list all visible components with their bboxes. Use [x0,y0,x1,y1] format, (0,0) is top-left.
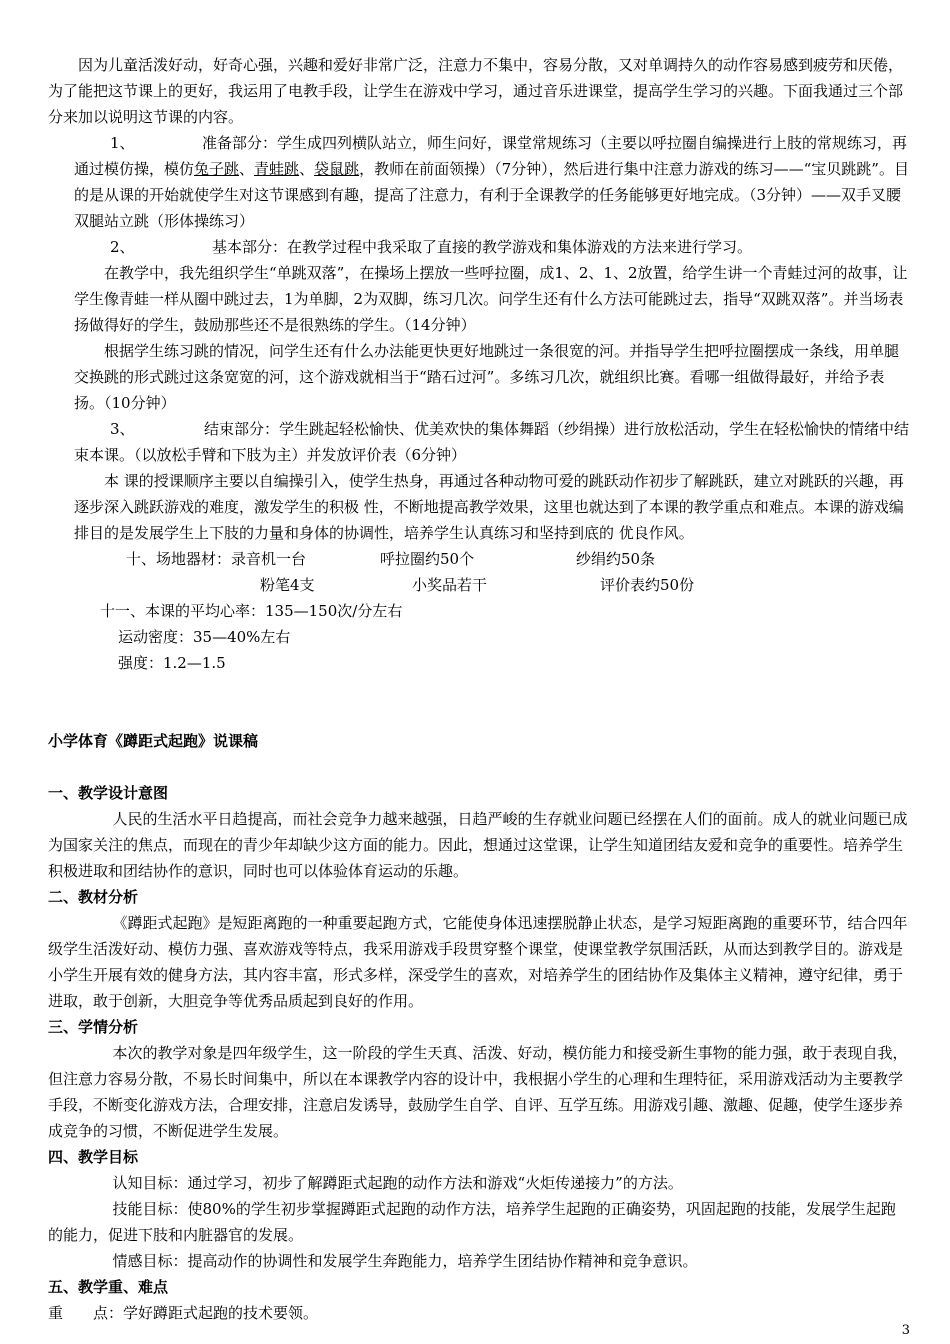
underlined-term: 袋鼠跳 [314,160,360,178]
document-title: 小学体育《蹲距式起跑》说课稿 [48,732,259,750]
heart-rate-line: 十一、本课的平均心率：135—150次/分左右 [100,602,403,620]
section-paragraph: 本次的教学对象是四年级学生，这一阶段的学生天真、活泼、好动，模仿能力和接受新生事物的能力强，敢于表现自我，但注意力容易分散，不易长时间集中，所以在本课教学内容的设计中，我根据小学生的心理和生理特征，采用游戏活动为主要教学手段，不断变化游戏方法，合理安排，注意启发诱导，鼓励学生自学、自评、互学互练。用游戏引趣、激趣、促趣，使学生逐步养成竞争的习惯，不断促进学生发展。 [48,1044,908,1140]
section-paragraph: 人民的生活水平日趋提高，而社会竞争力越来越强，日趋严峻的生存就业问题已经摆在人们的面前。成人的就业问题已成为国家关注的焦点，而现在的青少年却缺少这方面的能力。因此，想通过这堂课，让学生知道团结友爱和竞争的重要性。培养学生积极进取和团结协作的意识，同时也可以体验体育运动的乐趣。 [48,810,908,880]
item-number: 2、 [110,238,135,256]
underlined-term: 兔子跳 [194,160,240,178]
document-page [48,52,910,1326]
item-number: 1、 [110,134,135,152]
key-point-line: 重 点：学好蹲距式起跑的技术要领。 [48,1304,319,1322]
section-heading: 二、教材分析 [48,888,139,906]
objective-skill: 技能目标：使80%的学生初步掌握蹲距式起跑的动作方法，培养学生起跑的正确姿势，巩固起跑的技能，发展学生起跑的能力，促进下肢和内脏器官的发展。 [48,1200,896,1244]
separator: 、 [299,160,315,178]
paragraph: 在教学中，我先组织学生“单跳双落”，在操场上摆放一些呼拉圈，成1、2、1、2放置，给学生讲一个青蛙过河的故事，让学生像青蛙一样从圈中跳过去，1为单脚，2为双脚，练习几次。问学生还有什么方法可能跳过去，指导“双跳双落”。并当场表扬做得好的学生，鼓励那些还不是很熟练的学生。（14分钟） [74,264,908,334]
equipment-item: 粉笔4支 [260,576,315,594]
equipment-row-1 [48,546,910,572]
density-line: 运动密度：35—40%左右 [118,628,291,646]
item-text: 结束部分：学生跳起轻松愉快、优美欢快的集体舞蹈（纱绢操）进行放松活动，学生在轻松愉快的情绪中结束本课。（以放松手臂和下肢为主）并发放评价表（6分钟） [74,420,910,464]
objective-affective: 情感目标：提高动作的协调性和发展学生奔跑能力，培养学生团结协作精神和竞争意识。 [112,1252,698,1270]
underlined-term: 青蛙跳 [254,160,300,178]
section-paragraph: 《蹲距式起跑》是短距离跑的一种重要起跑方式，它能使身体迅速摆脱静止状态，是学习短距离跑的重要环节，结合四年级学生活泼好动、模仿力强、喜欢游戏等特点，我采用游戏手段贯穿整个课堂，使课堂教学氛围活跃，从而达到教学目的。游戏是小学生开展有效的健身方法，其内容丰富，形式多样，深受学生的喜欢，对培养学生的团结协作及集体主义精神，遵守纪律，勇于进取，敢于创新，大胆竞争等优秀品质起到良好的作用。 [48,914,908,1010]
spacer [48,754,910,780]
list-item-end [48,416,910,468]
item-number: 3、 [110,420,135,438]
equipment-item: 评价表约50份 [600,576,695,594]
section-heading: 五、教学重、难点 [48,1278,169,1296]
list-item-prep [48,130,910,234]
equipment-item: 呼拉圈约50个 [380,550,475,568]
item-text: 基本部分：在教学过程中我采取了直接的教学游戏和集体游戏的方法来进行学习。 [212,238,753,256]
basic-text [74,234,910,260]
prep-text [74,130,910,234]
section-heading: 三、学情分析 [48,1018,139,1036]
paragraph: 根据学生练习跳的情况，问学生还有什么办法能更快更好地跳过一条很宽的河。并指导学生把呼拉圈摆成一条线，用单腿交换跳的形式跳过这条宽宽的河，这个游戏就相当于“踏石过河”。多练习几次，就组织比赛。看哪一组做得最好，并给予表扬。（10分钟） [74,342,900,412]
page-number: 3 [901,1323,910,1338]
basic-details [48,260,910,416]
equipment-item: 十、场地器材：录音机一台 [126,550,307,568]
separator: 、 [239,160,255,178]
spacer [48,676,910,728]
equipment-item: 纱绢约50条 [576,550,656,568]
section-heading: 四、教学目标 [48,1148,139,1166]
equipment-row-2 [48,572,910,598]
section-heading: 一、教学设计意图 [48,784,169,802]
equipment-item: 小奖品若干 [412,576,488,594]
summary-paragraph: 本 课的授课顺序主要以自编操引入，使学生热身，再通过各种动物可爱的跳跃动作初步了解跳跃，建立对跳跃的兴趣，再逐步深入跳跃游戏的难度，激发学生的积极 性，不断地提高教学效果，这里也就达到了本课的教学重点和难点。本课的游戏编排目的是发展学生上下肢的力量和身体的协调性，培养学生认真练习和坚持到底的 优良作风。 [74,472,904,542]
list-item-basic [48,234,910,260]
intensity-line: 强度：1.2—1.5 [118,654,226,672]
end-text [74,416,910,468]
intro-paragraph: 因为儿童活泼好动，好奇心强，兴趣和爱好非常广泛，注意力不集中，容易分散，又对单调持久的动作容易感到疲劳和厌倦，为了能把这节课上的更好，我运用了电教手段，让学生在游戏中学习，通过音乐进课堂，提高学生学习的兴趣。下面我通过三个部分来加以说明这节课的内容。 [48,56,904,126]
item-text: 准备部分：学生成四列横队站立，师生问好，课堂常规练习（主要以呼拉圈自编操进行上肢的常规练习，再通过模仿操，模仿 [74,134,908,178]
item-text: ，教师在前面领操）（7分钟），然后进行集中注意力游戏的练习——“宝贝跳跳”。目的是从课的开始就使学生对这节课感到有趣，提高了注意力，有利于全课教学的任务能够更好地完成。（3分钟）——双手叉腰双腿站立跳（形体操练习） [74,160,909,230]
objective-cognitive: 认知目标：通过学习，初步了解蹲距式起跑的动作方法和游戏“火炬传递接力”的方法。 [112,1174,683,1192]
